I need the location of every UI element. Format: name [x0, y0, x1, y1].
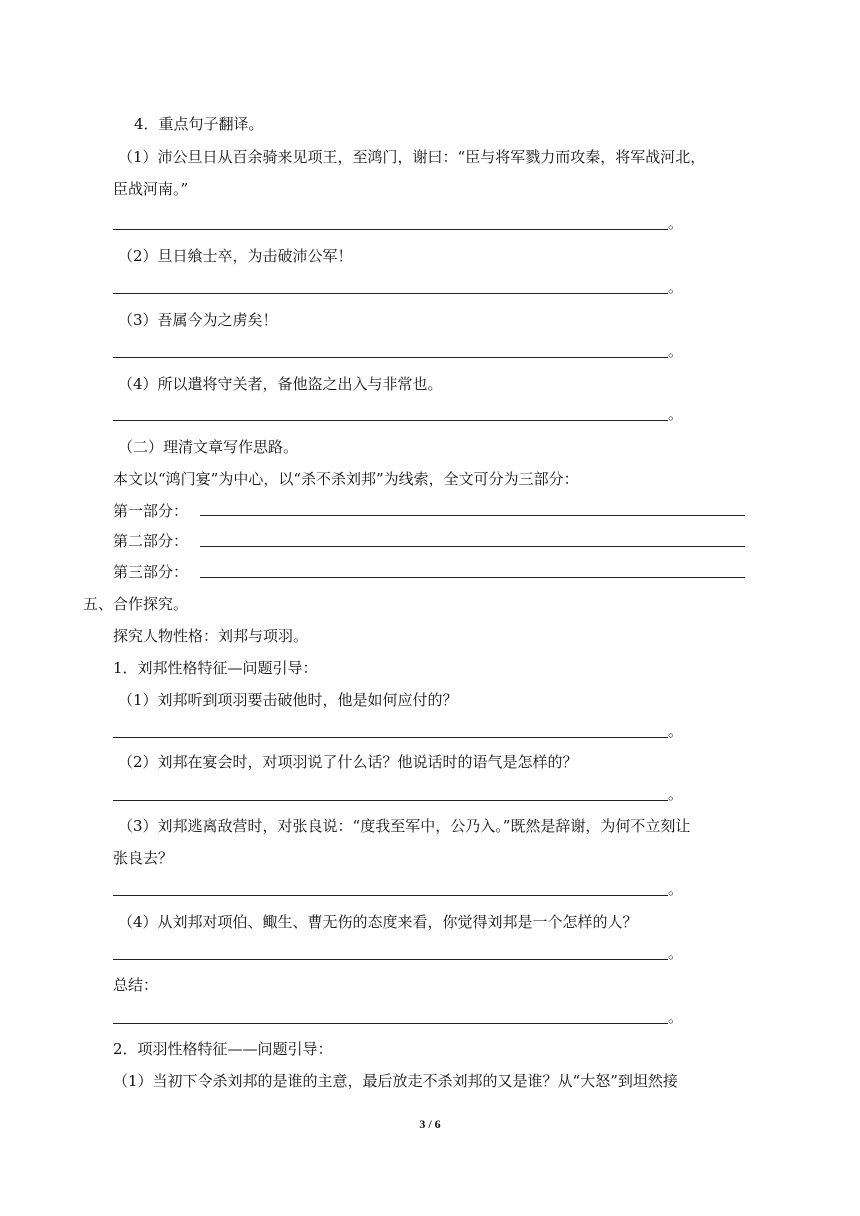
- question-1-line-2: 臣战河南。”: [113, 180, 189, 198]
- answer-period: 。: [668, 1008, 684, 1026]
- part-3-label: 第三部分：: [113, 563, 189, 581]
- answer-period: 。: [668, 405, 684, 423]
- liubang-question-1: （1）刘邦听到项羽要击破他时，他是如何应付的？: [118, 691, 458, 709]
- part-2-label: 第二部分：: [113, 532, 189, 550]
- summary-label: 总结：: [113, 976, 159, 994]
- page-number: 3 / 6: [419, 1117, 441, 1131]
- xiangyu-title: 2．项羽性格特征——问题引导：: [113, 1040, 333, 1058]
- question-4: （4）所以遣将守关者，备他盗之出入与非常也。: [118, 375, 443, 393]
- section-5-heading: 五、合作探究。: [83, 595, 189, 613]
- section-title-translation: 4．重点句子翻译。: [134, 115, 264, 133]
- answer-blank[interactable]: [113, 293, 668, 294]
- answer-blank[interactable]: [113, 420, 668, 421]
- liubang-question-4: （4）从刘邦对项伯、鲰生、曹无伤的态度来看，你觉得刘邦是一个怎样的人？: [118, 913, 638, 931]
- answer-blank[interactable]: [113, 959, 668, 960]
- question-2: （2）旦日飨士卒，为击破沛公军！: [118, 247, 353, 265]
- liubang-question-3-line-2: 张良去？: [113, 849, 174, 867]
- xiangyu-question-1: （1）当初下令杀刘邦的是谁的主意，最后放走不杀刘邦的又是谁？从“大怒”到坦然接: [113, 1072, 678, 1090]
- answer-period: 。: [668, 785, 684, 803]
- answer-period: 。: [668, 214, 684, 232]
- answer-blank[interactable]: [113, 737, 668, 738]
- question-3: （3）吾属今为之虏矣！: [118, 311, 278, 329]
- answer-blank[interactable]: [113, 895, 668, 896]
- answer-period: 。: [668, 342, 684, 360]
- answer-period: 。: [668, 880, 684, 898]
- structure-title: （二）理清文章写作思路。: [118, 438, 299, 456]
- part-1-blank[interactable]: [200, 515, 745, 516]
- part-2-blank[interactable]: [200, 546, 745, 547]
- structure-intro: 本文以“鸿门宴”为中心，以“杀不杀刘邦”为线索，全文可分为三部分：: [113, 470, 579, 488]
- answer-period: 。: [668, 278, 684, 296]
- answer-blank[interactable]: [113, 357, 668, 358]
- liubang-question-2: （2）刘邦在宴会时，对项羽说了什么话？他说话时的语气是怎样的？: [118, 753, 578, 771]
- summary-blank[interactable]: [113, 1023, 668, 1024]
- answer-period: 。: [668, 722, 684, 740]
- liubang-title: 1．刘邦性格特征—问题引导：: [113, 659, 318, 677]
- liubang-question-3-line-1: （3）刘邦逃离敌营时，对张良说：“度我至军中，公乃入。”既然是辞谢，为何不立刻让: [118, 817, 691, 835]
- part-3-blank[interactable]: [200, 577, 745, 578]
- answer-blank[interactable]: [113, 800, 668, 801]
- topic-line: 探究人物性格：刘邦与项羽。: [113, 627, 309, 645]
- answer-blank[interactable]: [113, 229, 668, 230]
- part-1-label: 第一部分：: [113, 502, 189, 520]
- answer-period: 。: [668, 944, 684, 962]
- question-1-line-1: （1）沛公旦日从百余骑来见项王，至鸿门，谢曰：“臣与将军戮力而攻秦，将军战河北，: [118, 148, 706, 166]
